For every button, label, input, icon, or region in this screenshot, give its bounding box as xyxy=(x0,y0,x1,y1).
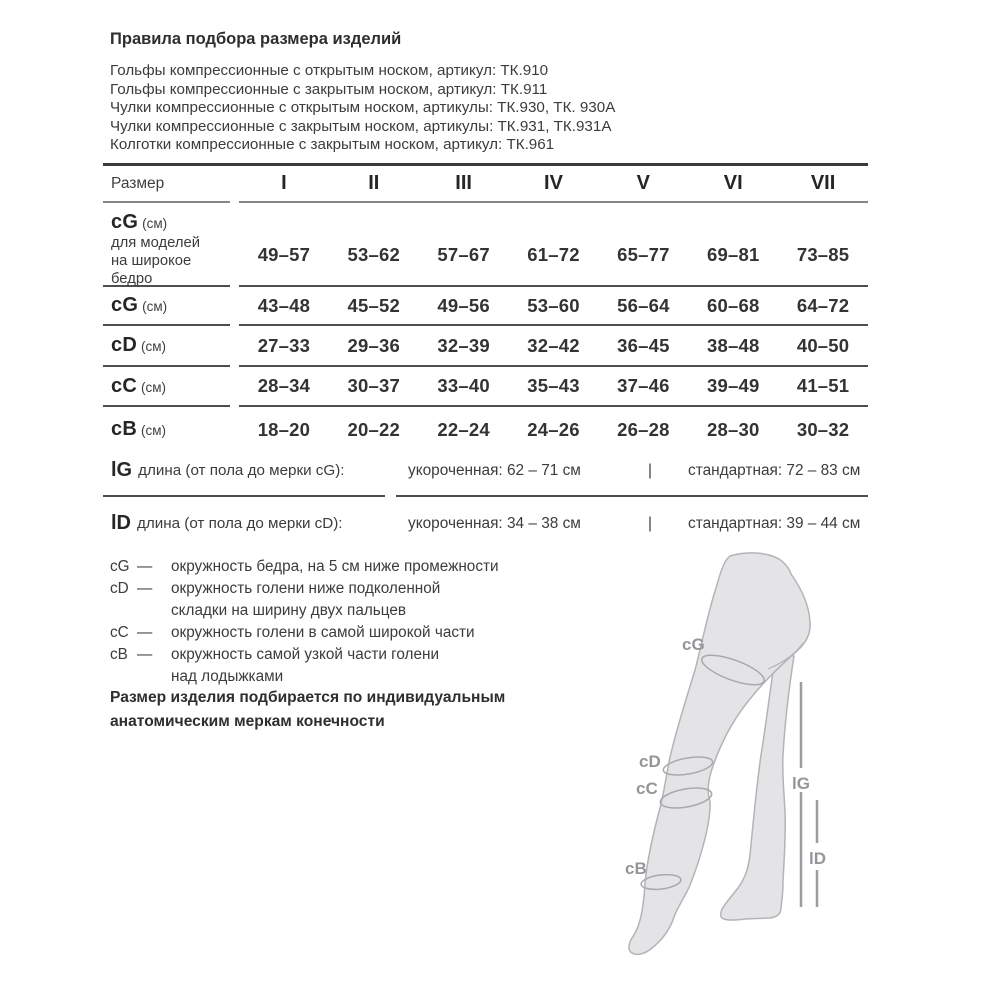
table-row-cd xyxy=(103,326,868,367)
size-cell: 73–85 xyxy=(796,244,850,265)
legend-item xyxy=(110,578,620,622)
size-cell: 43–48 xyxy=(257,294,311,316)
row-key: cD xyxy=(111,334,137,356)
figure-label-cg: cG xyxy=(682,635,705,654)
size-cell: 38–48 xyxy=(706,334,760,356)
size-cell: 36–45 xyxy=(617,334,670,356)
document-title: Правила подбора размера изделий xyxy=(110,30,402,48)
size-cell: 45–52 xyxy=(347,294,400,316)
row-label xyxy=(103,326,230,367)
row-desc: на широкое xyxy=(111,253,192,269)
legend-key: cC xyxy=(110,624,129,641)
product-line: Гольфы компрессионные с закрытым носком, артикул: ТК.911 xyxy=(110,80,548,98)
size-cell: 26–28 xyxy=(617,418,670,440)
legend-text xyxy=(171,578,440,622)
length-label xyxy=(103,446,385,497)
legend-item xyxy=(110,622,620,644)
figure-label-cc: cC xyxy=(636,779,658,798)
length-short-value: укороченная: 62 – 71 см xyxy=(408,461,581,479)
row-unit: (см) xyxy=(142,216,168,231)
figure-label-cb: cB xyxy=(625,859,647,878)
size-cell: 20–22 xyxy=(347,418,400,440)
length-standard-value: стандартная: 39 – 44 см xyxy=(688,514,861,532)
legend-line: окружность голени ниже подколенной xyxy=(171,580,441,597)
legend-key: cD xyxy=(110,580,129,597)
size-cell: 40–50 xyxy=(796,334,850,356)
size-cell: 41–51 xyxy=(796,375,850,396)
size-cell: 37–46 xyxy=(617,375,670,396)
legend-dash: — xyxy=(137,580,153,597)
row-label xyxy=(103,367,230,407)
measurement-legend xyxy=(110,556,620,688)
length-key: lD xyxy=(111,512,131,534)
size-cell: 32–39 xyxy=(437,334,490,356)
legend-text xyxy=(171,644,439,688)
figure-label-cd: cD xyxy=(639,752,661,771)
size-cell: 28–34 xyxy=(257,375,311,396)
leg-figure xyxy=(598,540,918,1000)
legend-line: складки на ширину двух пальцев xyxy=(171,602,406,619)
product-line: Чулки компрессионные с закрытым носком, артикулы: ТК.931, ТК.931А xyxy=(110,117,612,135)
size-column-header: III xyxy=(455,172,472,194)
length-desc: длина (от пола до мерки cD): xyxy=(137,515,343,532)
size-column-header: II xyxy=(368,172,380,194)
legend-line: окружность самой узкой части голени xyxy=(171,646,439,663)
row-values xyxy=(239,367,868,407)
row-desc: бедро xyxy=(111,271,153,287)
row-key: cG xyxy=(111,211,139,233)
size-column-header: VII xyxy=(810,172,836,194)
size-label: Размер xyxy=(103,166,230,203)
row-unit: (см) xyxy=(140,423,166,438)
leg-illustration xyxy=(598,540,918,1000)
size-cell: 39–49 xyxy=(706,375,760,396)
size-cell: 64–72 xyxy=(796,294,850,316)
legend-key: cB xyxy=(110,646,128,663)
product-list xyxy=(110,62,615,155)
row-unit: (см) xyxy=(140,339,166,354)
row-unit: (см) xyxy=(140,379,166,395)
row-key: cB xyxy=(111,418,137,440)
sizing-note: Размер изделия подбирается по индивидуальным анатомическим меркам конечности xyxy=(110,689,506,730)
legend-line: окружность бедра, на 5 см ниже промежности xyxy=(171,558,499,575)
legend-item xyxy=(110,644,620,688)
size-cell: 24–26 xyxy=(527,418,580,440)
size-cell: 49–57 xyxy=(257,244,311,265)
size-cell: 61–72 xyxy=(527,244,580,265)
size-cell: 27–33 xyxy=(257,334,311,356)
row-label xyxy=(103,203,230,287)
row-values xyxy=(239,203,868,287)
divider-bar: | xyxy=(648,461,652,479)
size-cell: 32–42 xyxy=(527,334,580,356)
figure-label-lg: lG xyxy=(792,774,810,793)
size-cell: 30–32 xyxy=(796,418,850,440)
legend-item xyxy=(110,556,620,578)
table-row-cg-wide xyxy=(103,203,868,287)
figure-label-ld: lD xyxy=(809,849,826,868)
length-short-value: укороченная: 34 – 38 см xyxy=(408,514,581,532)
length-table xyxy=(103,446,868,550)
size-headers xyxy=(239,166,868,203)
size-cell: 53–62 xyxy=(347,244,400,265)
row-key: cC xyxy=(111,374,137,397)
size-cell: 22–24 xyxy=(437,418,490,440)
table-row-cc xyxy=(103,367,868,407)
length-row-lg xyxy=(103,446,868,497)
size-cell: 33–40 xyxy=(437,375,490,396)
size-column-header: I xyxy=(281,172,287,194)
size-column-header: VI xyxy=(723,172,743,194)
product-line: Колготки компрессионные с закрытым носком, артикул: ТК.961 xyxy=(110,136,555,154)
length-desc: длина (от пола до мерки cG): xyxy=(138,462,345,479)
legend-dash: — xyxy=(137,624,153,641)
table-row-cg xyxy=(103,287,868,326)
row-unit: (см) xyxy=(142,299,168,314)
size-cell: 69–81 xyxy=(706,244,760,265)
size-column-header: IV xyxy=(544,172,563,194)
size-cell: 35–43 xyxy=(527,375,580,396)
size-table xyxy=(103,163,868,452)
size-column-header: V xyxy=(636,172,651,194)
size-cell: 53–60 xyxy=(527,294,580,316)
size-cell: 29–36 xyxy=(347,334,400,356)
size-cell: 49–56 xyxy=(437,294,490,316)
legend-dash: — xyxy=(137,558,153,575)
legend-text xyxy=(171,556,499,578)
size-cell: 56–64 xyxy=(617,294,670,316)
product-line: Гольфы компрессионные с открытым носком, артикул: ТК.910 xyxy=(110,62,549,79)
row-key: cG xyxy=(111,294,139,316)
legend-line: над лодыжками xyxy=(171,668,284,685)
product-line: Чулки компрессионные с открытым носком, артикулы: ТК.930, ТК. 930А xyxy=(110,99,616,117)
row-values xyxy=(239,287,868,326)
row-label xyxy=(103,287,230,326)
row-values xyxy=(239,326,868,367)
length-key: lG xyxy=(111,459,133,481)
size-cell: 57–67 xyxy=(437,244,490,265)
size-cell: 60–68 xyxy=(706,294,760,316)
legend-dash: — xyxy=(137,646,153,663)
length-label xyxy=(103,497,385,550)
size-cell: 18–20 xyxy=(257,418,311,440)
size-cell: 30–37 xyxy=(347,375,400,396)
legend-text xyxy=(171,622,475,644)
size-cell: 28–30 xyxy=(706,418,760,440)
length-values xyxy=(396,446,868,497)
legend-key: cG xyxy=(110,558,130,575)
length-standard-value: стандартная: 72 – 83 см xyxy=(688,461,861,479)
table-header-row xyxy=(103,166,868,203)
row-desc: для моделей xyxy=(111,235,200,251)
divider-bar: | xyxy=(648,514,652,532)
size-cell: 65–77 xyxy=(617,244,670,265)
legend-line: окружность голени в самой широкой части xyxy=(171,624,475,641)
